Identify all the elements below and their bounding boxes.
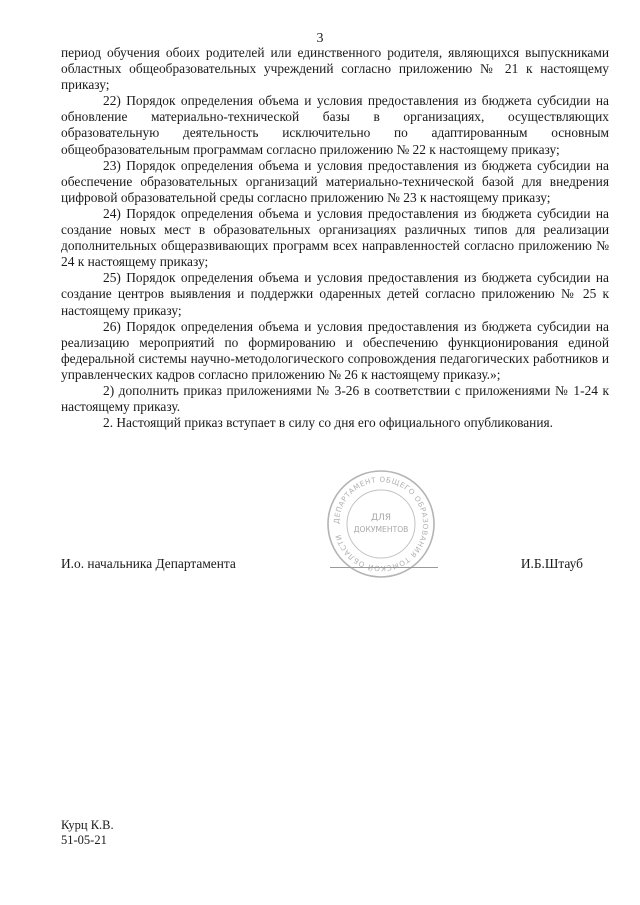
signatory-name: И.Б.Штауб [520, 556, 583, 571]
stamp-graphic [325, 468, 437, 580]
paragraph-item-25: 25) Порядок определения объема и условия предоставления из бюджета субсидии на создание центров выявления и поддержки одаренных детей согласно приложению № 25 к настоящему приказу; [61, 270, 609, 318]
stamp-line2: ДОКУМЕНТОВ [353, 525, 409, 534]
paragraph-effective-date: 2. Настоящий приказ вступает в силу со дня его официального опубликования. [103, 415, 553, 431]
stamp-ring-text: ДЕПАРТАМЕНТ ОБЩЕГО ОБРАЗОВАНИЯ ТОМСКОЙ ОБЛАСТИ [331, 474, 431, 574]
paragraph-item-22: 22) Порядок определения объема и условия предоставления из бюджета субсидии на обновление материально-технической базы в организациях, осуществляющих образовательную деятельность исключительно по адаптированным основным общеобразовательным программам согласно приложению № 22 к настоящему приказу; [61, 93, 609, 157]
paragraph-item-26: 26) Порядок определения объема и условия предоставления из бюджета субсидии на реализацию мероприятий по формированию и обеспечению функционирования единой федеральной системы научно-методологического сопровождения педагогических работников и управленческих кадров согласно приложению № 26 к настоящему приказу.»; [61, 318, 609, 382]
document-body [61, 45, 609, 431]
document-footer [61, 818, 114, 848]
paragraph-item-24: 24) Порядок определения объема и условия предоставления из бюджета субсидии на создание новых мест в образовательных организациях различных типов для реализации дополнительных общеразвивающих программ всех направленностей согласно приложению № 24 к настоящему приказу; [61, 205, 609, 270]
stamp-line1: ДЛЯ [370, 513, 392, 523]
footer-phone: 51-05-21 [61, 833, 107, 847]
signature-line [330, 567, 438, 568]
paragraph-amendment-2: 2) дополнить приказ приложениями № 3-26 в соответствии с приложениями № 1-24 к настоящему приказу. [61, 382, 609, 415]
page-number: 3 [316, 31, 324, 46]
paragraph-continuation: период обучения обоих родителей или единственного родителя, являющихся выпускниками областных общеобразовательных учреждений согласно приложению № 21 к настоящему приказу; [61, 45, 609, 93]
footer-author: Курц К.В. [61, 818, 114, 832]
signatory-title: И.о. начальника Департамента [61, 556, 236, 571]
official-stamp [325, 468, 437, 580]
paragraph-item-23: 23) Порядок определения объема и условия предоставления из бюджета субсидии на обеспечение образовательных организаций материально-технической базой для внедрения цифровой образовательной среды согласно приложению № 23 к настоящему приказу; [61, 157, 609, 205]
